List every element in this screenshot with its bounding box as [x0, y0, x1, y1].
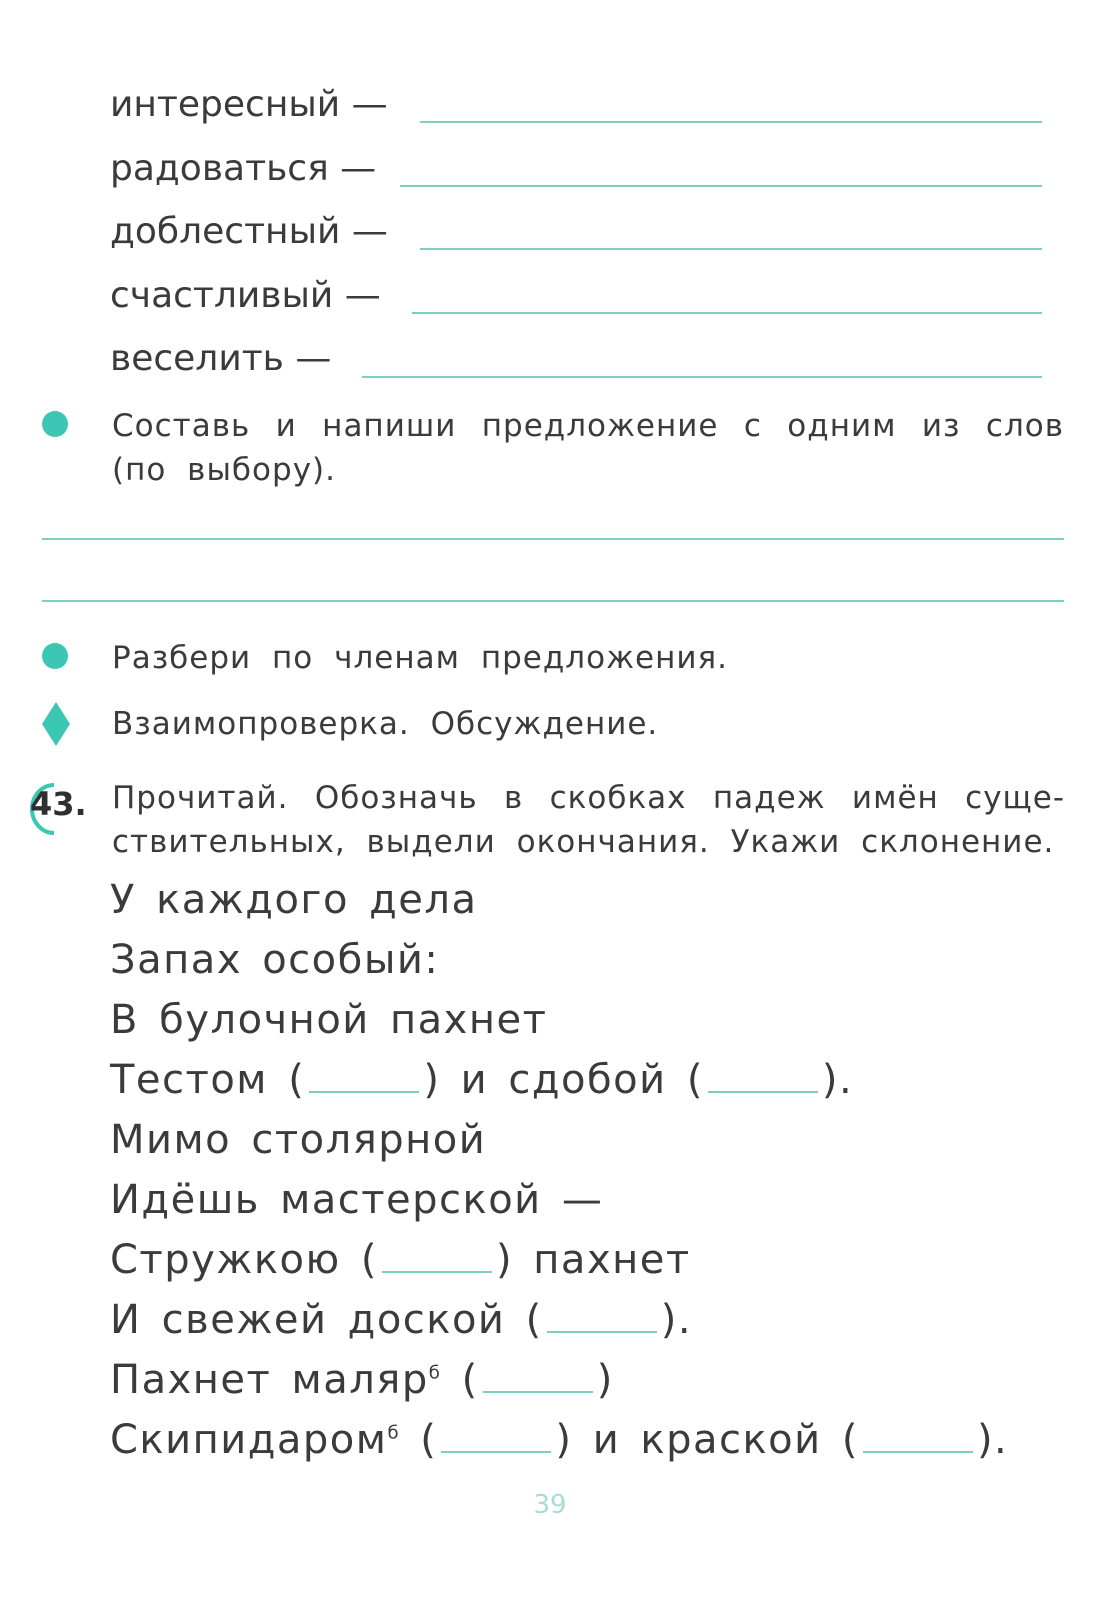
- word-label: веселить —: [110, 338, 332, 379]
- exercise-number: 43.: [30, 785, 87, 823]
- word-label: счастливый —: [110, 275, 381, 316]
- diamond-bullet-icon: [40, 700, 72, 752]
- poem-line: В булочной пахнет: [110, 997, 548, 1043]
- poem-text: Стружкою (: [110, 1237, 378, 1283]
- answer-line[interactable]: [420, 248, 1042, 250]
- poem-text: И свежей доской (: [110, 1297, 543, 1343]
- page-number: 39: [533, 1490, 567, 1520]
- poem-line: Запах особый:: [110, 937, 440, 983]
- answer-line[interactable]: [412, 312, 1042, 314]
- task-check: Взаимопроверка. Обсуждение.: [112, 706, 659, 742]
- poem-text: ).: [976, 1417, 1009, 1463]
- poem-text: ).: [821, 1057, 854, 1103]
- case-blank[interactable]: [441, 1421, 551, 1453]
- poem-text: ) и сдобой (: [423, 1057, 704, 1103]
- word-label: доблестный —: [110, 211, 388, 252]
- poem-line: У каждого дела: [110, 877, 478, 923]
- case-blank[interactable]: [483, 1361, 593, 1393]
- poem-text: (: [400, 1417, 438, 1463]
- case-blank[interactable]: [863, 1421, 973, 1453]
- poem-text: Пахнет маляр: [110, 1357, 429, 1403]
- poem-line: [110, 1352, 614, 1408]
- poem-line: [110, 1232, 691, 1288]
- answer-line[interactable]: [42, 600, 1064, 602]
- task-parse: Разбери по членам предложения.: [112, 640, 728, 676]
- poem-text: Скипидаром: [110, 1417, 388, 1463]
- case-blank[interactable]: [547, 1301, 657, 1333]
- word-item: [110, 271, 381, 321]
- poem-text: ) пахнет: [495, 1237, 691, 1283]
- footnote-mark: б: [428, 1362, 442, 1384]
- poem-line: Мимо столярной: [110, 1117, 487, 1163]
- word-item: [110, 80, 388, 130]
- poem-line: [110, 1292, 692, 1348]
- poem-line: Идёшь мастерской —: [110, 1177, 604, 1223]
- case-blank[interactable]: [309, 1061, 419, 1093]
- circle-bullet-icon: [42, 411, 68, 437]
- poem-text: Тестом (: [110, 1057, 306, 1103]
- answer-line[interactable]: [42, 538, 1064, 540]
- task-compose: Составь и напиши предложение с одним из слов (по выбору).: [112, 408, 1064, 488]
- word-label: интересный —: [110, 84, 388, 125]
- exercise-instruction: Прочитай. Обозначь в скобках падеж имён существительных, выдели окончания. Укажи склонение.: [112, 780, 1064, 860]
- word-item: [110, 144, 376, 194]
- word-label: радоваться —: [110, 148, 377, 189]
- answer-line[interactable]: [400, 185, 1042, 187]
- case-blank[interactable]: [382, 1241, 492, 1273]
- poem-text: ) и краской (: [555, 1417, 859, 1463]
- word-item: [110, 334, 331, 384]
- footnote-mark: б: [387, 1422, 401, 1444]
- word-item: [110, 207, 388, 257]
- poem-text: ).: [660, 1297, 693, 1343]
- answer-line[interactable]: [420, 121, 1042, 123]
- case-blank[interactable]: [708, 1061, 818, 1093]
- circle-bullet-icon: [42, 643, 68, 669]
- poem-line: [110, 1052, 853, 1108]
- poem-text: (: [441, 1357, 479, 1403]
- poem-text: ): [596, 1357, 614, 1403]
- answer-line[interactable]: [362, 376, 1042, 378]
- poem-line: [110, 1412, 1008, 1468]
